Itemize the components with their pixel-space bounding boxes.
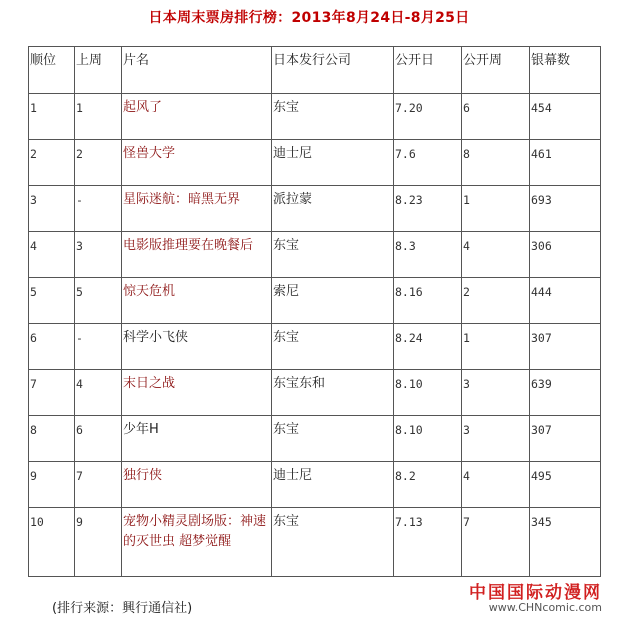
last-week-cell: 1 [75, 94, 122, 140]
screens-cell: 495 [530, 462, 601, 508]
table-row [29, 278, 601, 324]
film-title-cell[interactable] [122, 232, 272, 278]
rank-cell: 6 [29, 324, 75, 370]
screens-cell: 693 [530, 186, 601, 232]
release-date-cell: 7.20 [394, 94, 462, 140]
weeks-cell: 2 [462, 278, 530, 324]
film-title-link[interactable]: 星际迷航：暗黑无界 [123, 192, 241, 207]
last-week-cell: 4 [75, 370, 122, 416]
release-date-cell: 8.3 [394, 232, 462, 278]
release-date-cell: 8.10 [394, 416, 462, 462]
weeks-cell: 8 [462, 140, 530, 186]
screens-cell: 307 [530, 324, 601, 370]
weeks-cell: 3 [462, 416, 530, 462]
distributor-cell: 东宝 [272, 416, 394, 462]
weeks-cell: 1 [462, 324, 530, 370]
film-title-cell [122, 324, 272, 370]
rank-cell: 9 [29, 462, 75, 508]
last-week-cell: 9 [75, 508, 122, 577]
distributor-cell: 派拉蒙 [272, 186, 394, 232]
weeks-cell: 7 [462, 508, 530, 577]
last-week-cell: 5 [75, 278, 122, 324]
weeks-cell: 4 [462, 462, 530, 508]
header-last-week: 上周 [75, 47, 122, 94]
film-title-cell[interactable] [122, 186, 272, 232]
film-title-cell[interactable] [122, 278, 272, 324]
weeks-cell: 3 [462, 370, 530, 416]
release-date-cell: 8.24 [394, 324, 462, 370]
table-row [29, 370, 601, 416]
film-title-text: 少年H [123, 422, 159, 437]
rank-cell: 2 [29, 140, 75, 186]
film-title-cell[interactable] [122, 94, 272, 140]
film-title-link[interactable]: 惊天危机 [123, 284, 176, 299]
rank-cell: 10 [29, 508, 75, 577]
screens-cell: 307 [530, 416, 601, 462]
table-row [29, 186, 601, 232]
weeks-cell: 4 [462, 232, 530, 278]
distributor-cell: 东宝东和 [272, 370, 394, 416]
film-title-link[interactable]: 独行侠 [123, 468, 163, 483]
table-row [29, 462, 601, 508]
last-week-cell: - [75, 186, 122, 232]
last-week-cell: - [75, 324, 122, 370]
site-watermark [469, 578, 602, 614]
screens-cell: 461 [530, 140, 601, 186]
header-title: 片名 [122, 47, 272, 94]
film-title-cell[interactable] [122, 370, 272, 416]
release-date-cell: 7.6 [394, 140, 462, 186]
release-date-cell: 7.13 [394, 508, 462, 577]
table-row [29, 140, 601, 186]
table-header-row [29, 47, 601, 94]
rank-cell: 5 [29, 278, 75, 324]
rank-cell: 1 [29, 94, 75, 140]
release-date-cell: 8.23 [394, 186, 462, 232]
screens-cell: 454 [530, 94, 601, 140]
table-row [29, 416, 601, 462]
source-note: (排行来源：興行通信社) [52, 601, 193, 616]
last-week-cell: 6 [75, 416, 122, 462]
header-release-date: 公开日 [394, 47, 462, 94]
distributor-cell: 索尼 [272, 278, 394, 324]
rank-cell: 8 [29, 416, 75, 462]
screens-cell: 444 [530, 278, 601, 324]
release-date-cell: 8.10 [394, 370, 462, 416]
distributor-cell: 东宝 [272, 324, 394, 370]
page-title: 日本周末票房排行榜：2013年8月24日-8月25日 [148, 10, 470, 26]
weeks-cell: 1 [462, 186, 530, 232]
box-office-table [28, 46, 601, 577]
screens-cell: 345 [530, 508, 601, 577]
film-title-link[interactable]: 宠物小精灵剧场版：神速的灭世虫 超梦觉醒 [123, 514, 267, 549]
screens-cell: 306 [530, 232, 601, 278]
film-title-link[interactable]: 起风了 [123, 100, 163, 115]
table-row [29, 232, 601, 278]
header-rank: 顺位 [29, 47, 75, 94]
film-title-link[interactable]: 电影版推理要在晚餐后 [123, 238, 254, 253]
last-week-cell: 7 [75, 462, 122, 508]
header-weeks: 公开周 [462, 47, 530, 94]
rank-cell: 4 [29, 232, 75, 278]
distributor-cell: 东宝 [272, 508, 394, 577]
release-date-cell: 8.2 [394, 462, 462, 508]
film-title-link[interactable]: 末日之战 [123, 376, 176, 391]
header-screens: 银幕数 [530, 47, 601, 94]
film-title-link[interactable]: 怪兽大学 [123, 146, 176, 161]
watermark-name: 中国国际动漫网 [469, 583, 602, 603]
release-date-cell: 8.16 [394, 278, 462, 324]
last-week-cell: 2 [75, 140, 122, 186]
table-row [29, 324, 601, 370]
table-row [29, 508, 601, 577]
film-title-text: 科学小飞侠 [123, 330, 189, 345]
distributor-cell: 迪士尼 [272, 140, 394, 186]
distributor-cell: 迪士尼 [272, 462, 394, 508]
distributor-cell: 东宝 [272, 94, 394, 140]
film-title-cell [122, 416, 272, 462]
film-title-cell[interactable] [122, 140, 272, 186]
film-title-cell[interactable] [122, 508, 272, 577]
rank-cell: 7 [29, 370, 75, 416]
table-row [29, 94, 601, 140]
distributor-cell: 东宝 [272, 232, 394, 278]
screens-cell: 639 [530, 370, 601, 416]
last-week-cell: 3 [75, 232, 122, 278]
film-title-cell[interactable] [122, 462, 272, 508]
header-distributor: 日本发行公司 [272, 47, 394, 94]
watermark-url: www.CHNcomic.com [488, 601, 602, 614]
weeks-cell: 6 [462, 94, 530, 140]
rank-cell: 3 [29, 186, 75, 232]
